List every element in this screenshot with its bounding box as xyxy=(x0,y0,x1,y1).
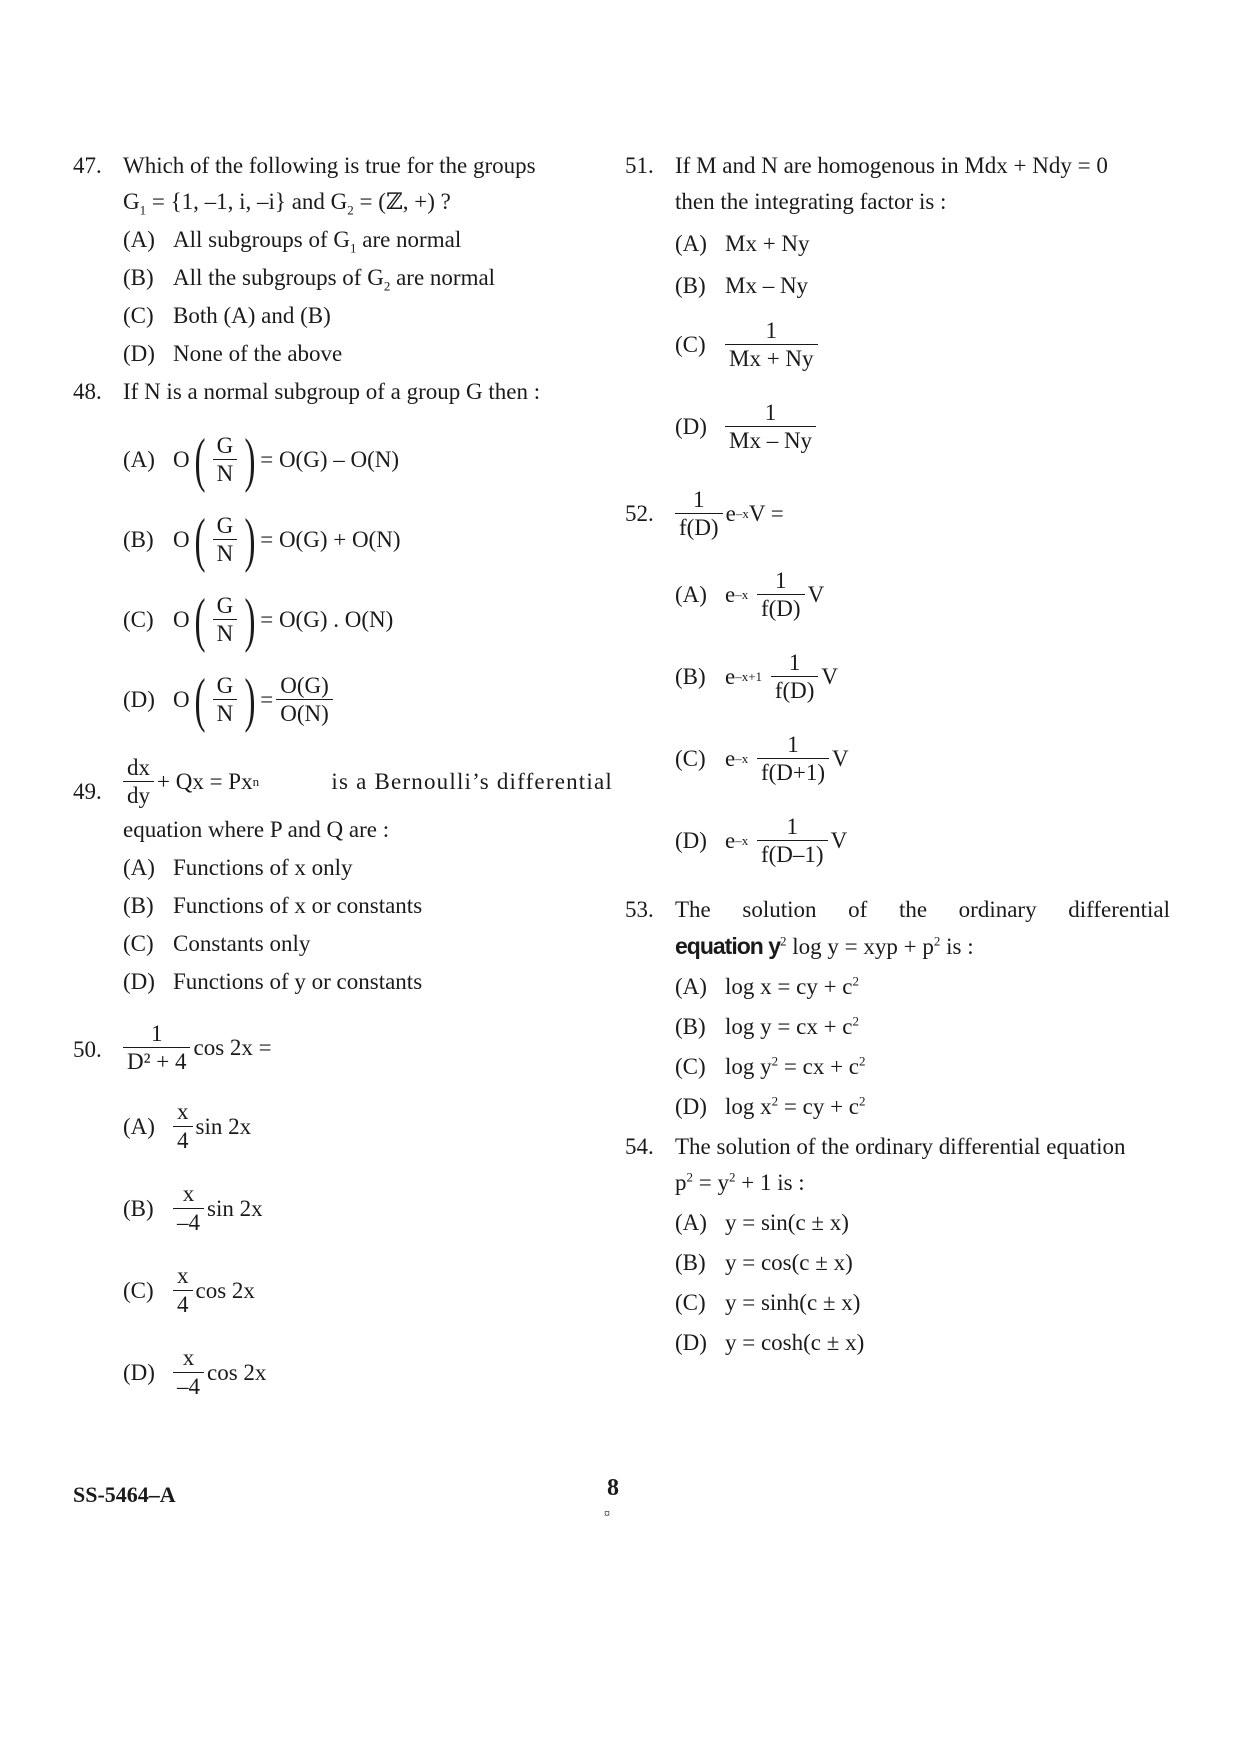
option-b: (B) $\frac{x}{-4}$ sin 2x xyxy=(123,1181,263,1235)
option-b: (B) log y = cx + $c^2$ xyxy=(675,1013,859,1040)
option-d: (D) Functions of y or constants xyxy=(123,969,423,995)
option-b: (B) e –x+1 $\frac{1}{f(D)}$ V xyxy=(675,650,839,704)
question-53 xyxy=(625,892,1170,1125)
option-d: (D) $\log x^2$ = cy + $c^2$ xyxy=(675,1093,866,1120)
option-c: (C) $\log y^2$ = cx + $c^2$ xyxy=(675,1053,866,1080)
option-b: (B) Functions of x or constants xyxy=(123,893,423,919)
option-c: (C) O ( $\frac{G}{N}$ ) = O(G) . O(N) xyxy=(123,587,394,653)
question-stem-2: then the integrating factor is : xyxy=(675,189,947,214)
question-stem: $\frac{1}{\text{D² + 4}}$ cos 2x = xyxy=(123,1016,613,1074)
option-d: (D) e –x $\frac{1}{f(D-1)}$ V xyxy=(675,814,848,868)
option-a: (A) All subgroups of $G_1$ are normal xyxy=(123,227,462,256)
option-a: (A) y = sin(c ± x) xyxy=(675,1210,849,1236)
option-b: (B) O ( $\frac{G}{N}$ ) = O(G) + O(N) xyxy=(123,507,401,573)
option-a: (A) Functions of x only xyxy=(123,855,353,881)
option-a: (A) $\frac{x}{4}$ sin 2x xyxy=(123,1099,252,1153)
question-49 xyxy=(73,756,613,1000)
option-c: (C) Constants only xyxy=(123,931,311,957)
option-a: (A) O ( $\frac{G}{N}$ ) = O(G) – O(N) xyxy=(123,427,400,493)
question-52 xyxy=(625,482,1170,874)
booklet-code: SS-5464–A xyxy=(73,1482,176,1507)
question-number: 48. xyxy=(73,379,102,404)
question-number: 50. xyxy=(73,1037,102,1063)
page-number: 8 xyxy=(607,1475,619,1501)
option-d: (D) None of the above xyxy=(123,341,343,366)
question-47 xyxy=(73,148,613,372)
option-d: (D) $\frac{1}{Mx - Ny}$ xyxy=(675,396,1170,458)
option-c: (C) $\frac{1}{Mx + Ny}$ xyxy=(675,314,1170,376)
option-c: (C) e –x $\frac{1}{f(D+1)}$ V xyxy=(675,732,849,786)
question-50 xyxy=(73,1016,613,1402)
question-number: 49. xyxy=(73,779,102,804)
option-c: (C) $\frac{x}{4}$ cos 2x xyxy=(123,1263,255,1317)
question-stem-2: equation where P and Q are : xyxy=(123,817,390,843)
question-number: 54. xyxy=(625,1134,654,1160)
left-column xyxy=(73,148,613,1405)
question-stem: The solution of the ordinary differential equation xyxy=(675,1134,1126,1160)
footer-mark: ¤ xyxy=(604,1506,610,1520)
question-51 xyxy=(625,148,1170,458)
option-d: (D) y = cosh(c ± x) xyxy=(675,1330,865,1356)
option-a: (A) e –x $\frac{1}{f(D)}$ V xyxy=(675,568,825,622)
question-stem: If M and N are homogenous in Mdx + Ndy = 0 xyxy=(675,153,1108,178)
question-stem: $\frac{1}{f(D)}$ e –x V = xyxy=(675,482,1170,540)
question-stem-2: equation $y^2$ log y = xyp + $p^2$ is : xyxy=(675,933,974,960)
question-stem-2: $p^2 = y^2 + 1$ is : xyxy=(675,1169,805,1196)
question-stem: If N is a normal subgroup of a group G then : xyxy=(123,379,541,404)
question-stem: The solution of the ordinary differential xyxy=(675,897,1170,923)
option-c: (C) y = sinh(c ± x) xyxy=(675,1290,861,1316)
question-48 xyxy=(73,374,613,736)
question-stem: $\frac{dx}{dy}$ + Qx = Px n is a Bernoulli’s differential xyxy=(123,756,613,808)
option-b: (B) All the subgroups of $G_2$ are normal xyxy=(123,265,496,294)
option-a: (A) log x = cy + $c^2$ xyxy=(675,973,859,1000)
option-d: (D) O ( $\frac{G}{N}$ ) = $\frac{O(G)}{O(N)}$ xyxy=(123,664,613,736)
question-number: 47. xyxy=(73,153,102,178)
question-stem-2: $G_1 = \{1$, –1, i, –i} and $G_2$ = (ℤ, +) ? xyxy=(123,189,451,218)
question-number: 52. xyxy=(625,501,654,526)
question-number: 53. xyxy=(625,897,654,923)
option-b: (B) y = cos(c ± x) xyxy=(675,1250,853,1276)
question-54 xyxy=(625,1129,1170,1361)
option-d: (D) $\frac{x}{-4}$ cos 2x xyxy=(123,1345,267,1399)
question-number: 51. xyxy=(625,153,654,178)
right-column xyxy=(625,148,1170,1363)
option-a: (A) Mx + Ny xyxy=(675,231,810,256)
option-b: (B) Mx – Ny xyxy=(675,273,809,298)
option-c: (C) Both (A) and (B) xyxy=(123,303,331,328)
question-stem: Which of the following is true for the groups xyxy=(123,153,536,178)
